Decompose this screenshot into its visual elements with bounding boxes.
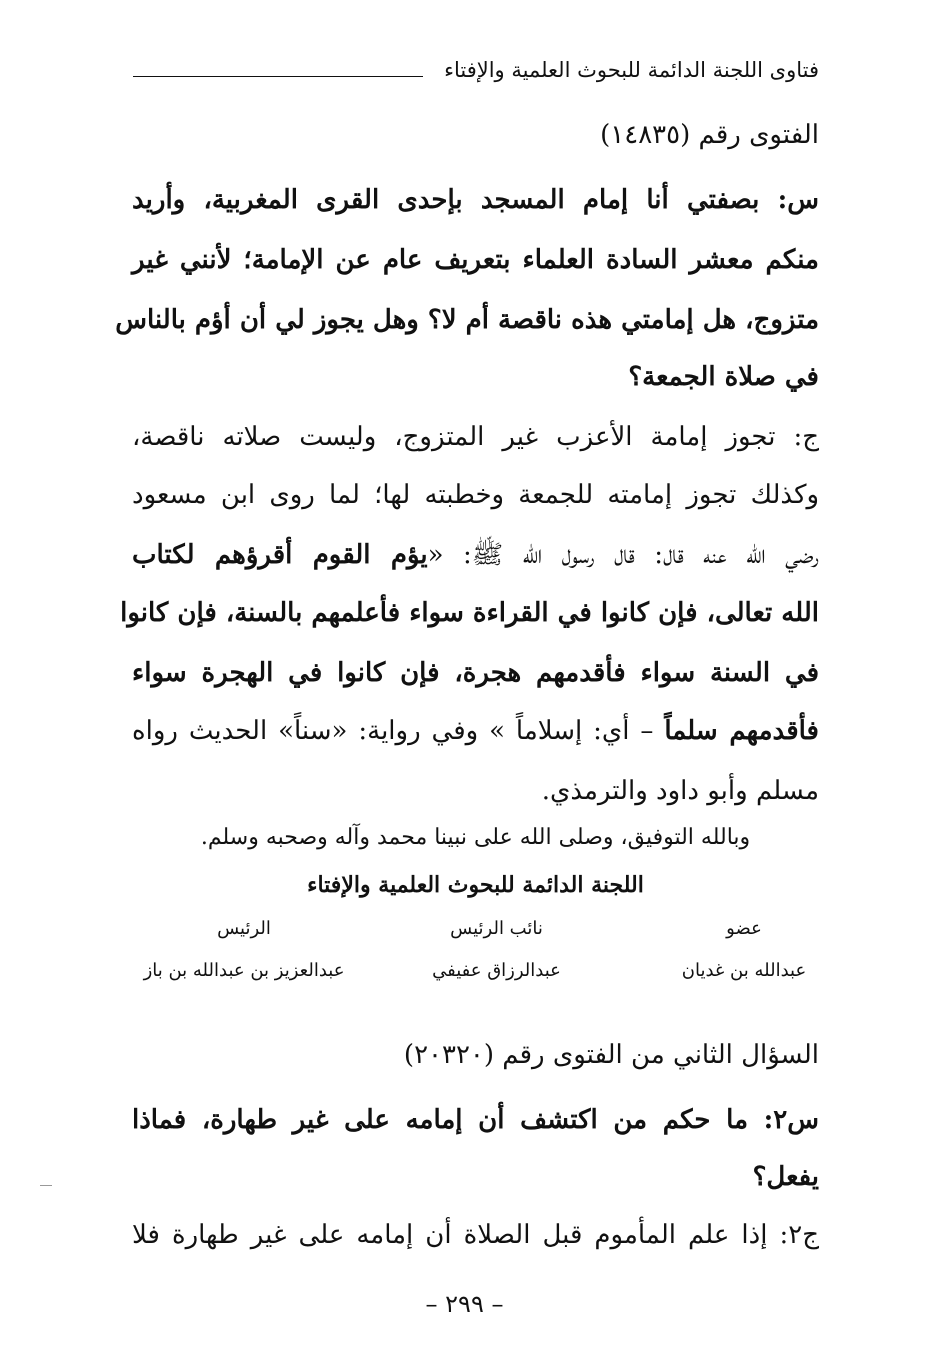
committee-name: اللجنة الدائمة للبحوث العلمية والإفتاء	[307, 872, 644, 898]
hadith-text: فأقدمهم سلماً	[664, 716, 819, 746]
fatwa-number: السؤال الثاني من الفتوى رقم (٢٠٣٢٠)	[403, 1040, 819, 1070]
answer-line: ج: تجوز إمامة الأعزب غير المتزوج، وليست صلاته ناقصة،	[132, 422, 819, 452]
question-line: س٢: ما حكم من اكتشف أن إمامه على غير طهارة، فماذا	[132, 1105, 819, 1135]
hadith-line: الله تعالى، فإن كانوا في القراءة سواء فأعلمهم بالسنة، فإن كانوا	[120, 598, 819, 628]
answer-text: – أي: إسلاماً » وفي رواية: «سناً» الحديث رواه	[132, 716, 665, 746]
answer-line: وكذلك تجوز إمامته للجمعة وخطبته لها؛ لما روى ابن مسعود	[132, 480, 819, 510]
answer-line-mixed	[132, 711, 819, 751]
question-line: متزوج، هل إمامتي هذه ناقصة أم لا؟ وهل يجوز لي أن أؤم بالناس	[115, 305, 819, 335]
fatwa-number: الفتوى رقم (١٤٨٣٥)	[600, 120, 819, 150]
answer-line: مسلم وأبو داود والترمذي.	[541, 776, 819, 806]
page-number: – ٢٩٩ –	[425, 1290, 504, 1318]
member-name: عبدالرزاق عفيفي	[432, 960, 561, 981]
hadith-line: في السنة سواء فأقدمهم هجرة، فإن كانوا في الهجرة سواء	[132, 658, 819, 688]
answer-line: ج٢: إذا علم المأموم قبل الصلاة أن إمامه على غير طهارة فلا	[132, 1220, 819, 1250]
hadith-text: يؤم القوم أقرؤهم لكتاب	[132, 540, 428, 570]
question-line: س: بصفتي أنا إمام المسجد بإحدى القرى المغربية، وأريد	[132, 185, 819, 215]
member-role: الرئيس	[217, 918, 271, 939]
header-rule	[133, 76, 423, 77]
closing-line: وبالله التوفيق، وصلى الله على نبينا محمد وآله وصحبه وسلم.	[200, 825, 751, 850]
margin-mark	[40, 1185, 52, 1186]
answer-line-mixed	[132, 535, 819, 575]
member-name: عبدالعزيز بن عبدالله بن باز	[143, 960, 345, 981]
question-line: في صلاة الجمعة؟	[628, 362, 819, 392]
member-role: عضو	[726, 918, 762, 939]
member-name: عبدالله بن غديان	[681, 960, 807, 981]
running-header: فتاوى اللجنة الدائمة للبحوث العلمية والإفتاء	[444, 58, 819, 82]
question-line: منكم معشر السادة العلماء بتعريف عام عن الإمامة؛ لأنني غير	[132, 245, 819, 275]
member-role: نائب الرئيس	[450, 918, 543, 939]
answer-text: رضي الله عنه قال: قال رسول الله ﷺ: «	[427, 540, 819, 570]
question-line: يفعل؟	[752, 1162, 819, 1192]
